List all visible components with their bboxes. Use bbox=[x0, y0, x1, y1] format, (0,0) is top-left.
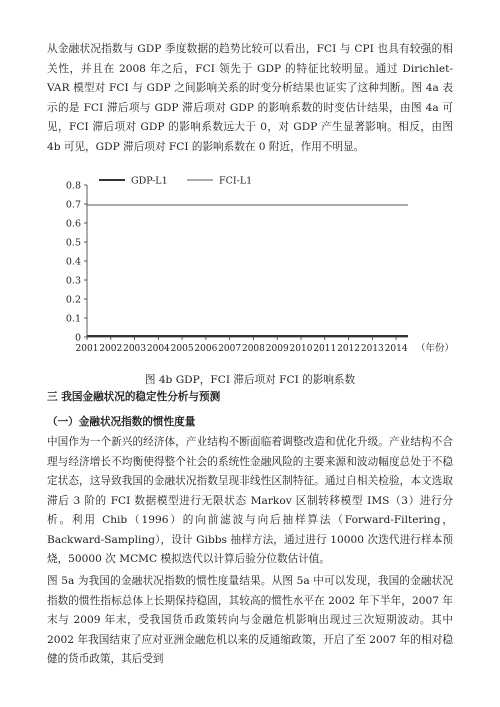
x-tick-label: 2014 bbox=[384, 344, 408, 354]
x-tick-label: 2009 bbox=[265, 344, 289, 354]
x-tick-label: 2004 bbox=[146, 344, 170, 354]
paragraph-intro: 从金融状况指数与 GDP 季度数据的趋势比较可以看出，FCI 与 CPI 也具有较强的相关性，并且在 2008 年之后，FCI 领先于 GDP 的特征比较明显。通过 Dirichlet-VAR 模型对 FCI 与 GDP 之间影响关系的时变分析结果也证实了这种判断。图 4a 表示的是 FCI 滞后项与 GDP 滞后项对 GDP 的影响系数的时变估计结果，由图 4a 可见，FCI 滞后项对 GDP 的影响系数远大于 0，对 GDP 产生显著影响。相反，由图 4b 可见，GDP 滞后项对 FCI 的影响系数在 0 附近，作用不明显。 bbox=[47, 43, 453, 153]
legend-label: FCI-L1 bbox=[219, 175, 253, 187]
x-tick-label: 2013 bbox=[360, 344, 384, 354]
y-tick-label: 0.5 bbox=[65, 237, 81, 249]
y-tick-label: 0.6 bbox=[65, 218, 81, 230]
subsection-heading: （一）金融状况指数的惯性度量 bbox=[47, 416, 196, 428]
x-tick-label: 2001 bbox=[75, 344, 99, 354]
y-tick-label: 0.3 bbox=[65, 275, 81, 287]
paragraph-inertia: 图 5a 为我国的金融状况指数的惯性度量结果。从图 5a 中可以发现，我国的金融状况指数的惯性指标总体上长期保持稳固，其较高的惯性水平在 2002 年下半年，2007 年末与 2009 年末，受我国货币政策转向与金融危机影响出现过三次短期波动。其中 2002 年我国结束了应对亚洲金融危机以来的反通缩政策，开启了至 2007 年的相对稳健的货币政策，其后受到 bbox=[47, 575, 453, 665]
y-tick-label: 0 bbox=[74, 332, 81, 344]
x-tick-label: 2006 bbox=[194, 344, 218, 354]
x-tick-label: 2002 bbox=[99, 344, 123, 354]
y-tick-label: 0.4 bbox=[65, 256, 81, 268]
x-tick-label: 2008 bbox=[241, 344, 265, 354]
section-heading: 三 我国金融状况的稳定性分析与预测 bbox=[47, 391, 221, 403]
figure-caption: 图 4b GDP，FCI 滞后项对 FCI 的影响系数 bbox=[144, 374, 356, 386]
paragraph-ims: 中国作为一个新兴的经济体，产业结构不断面临着调整改造和优化升级。产业结构不合理与经济增长不均衡使得整个社会的系统性金融风险的主要来源和波动幅度总处于不稳定状态，这导致我国的金融状况指数呈现非线性区制特征。通过自相关检验，本文选取滞后 3 阶的 FCI 数据模型进行无限状态 Markov 区制转移模型 IMS（3）进行分析。利用 Chib（1996）的向前滤波与向后抽样算法（Forward-Filtering，Backward-Sampling），设计 Gibbs 抽样方法，通过进行 10000 次迭代进行样本预烧，50000 次 MCMC 模拟迭代以计算后验分位数估计值。 bbox=[47, 436, 453, 565]
y-tick-label: 0.7 bbox=[65, 199, 81, 211]
x-tick-label: 2012 bbox=[337, 344, 361, 354]
y-tick-label: 0.1 bbox=[65, 313, 81, 325]
x-axis-unit: （年份） bbox=[416, 343, 455, 354]
x-tick-label: 2003 bbox=[123, 344, 147, 354]
x-tick-label: 2007 bbox=[218, 344, 242, 354]
legend-label: GDP-L1 bbox=[131, 175, 168, 187]
x-tick-label: 2011 bbox=[313, 344, 337, 354]
y-tick-label: 0.8 bbox=[65, 180, 81, 192]
x-tick-label: 2005 bbox=[170, 344, 194, 354]
figure-4b-chart bbox=[40, 170, 460, 365]
y-tick-label: 0.2 bbox=[65, 294, 81, 306]
x-tick-label: 2010 bbox=[289, 344, 313, 354]
